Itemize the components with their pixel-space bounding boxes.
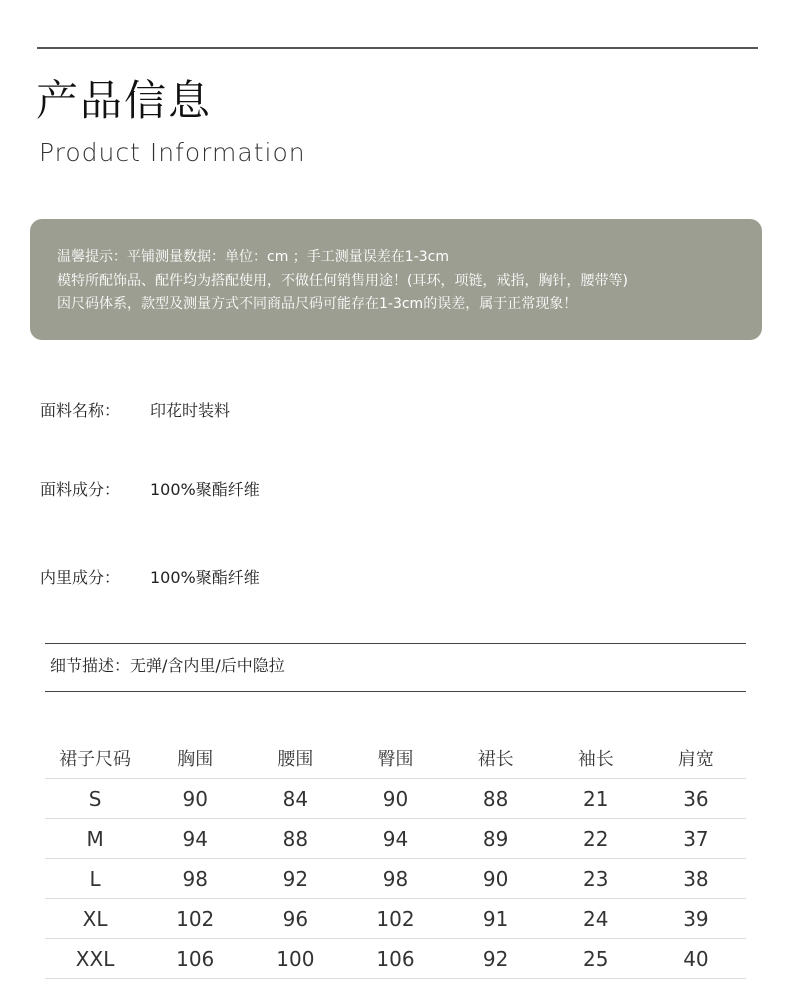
header-waist: 腰围: [245, 738, 345, 779]
detail-bottom-divider: [45, 691, 746, 692]
table-cell: 88: [245, 819, 345, 859]
detail-top-divider: [45, 643, 746, 644]
table-cell: 23: [546, 859, 646, 899]
top-divider: [37, 47, 758, 49]
header-hip: 臀围: [345, 738, 445, 779]
lining-composition-value: 100%聚酯纤维: [150, 568, 260, 587]
notice-line: 因尺码体系，款型及测量方式不同商品尺码可能存在1-3cm的误差，属于正常现象！: [57, 296, 578, 312]
header-skirt-length: 裙长: [446, 738, 546, 779]
table-cell: XL: [45, 899, 145, 939]
header-shoulder-width: 肩宽: [646, 738, 746, 779]
fabric-name-row: [40, 400, 230, 422]
table-cell: 106: [145, 939, 245, 979]
table-cell: 24: [546, 899, 646, 939]
table-row: [45, 779, 746, 819]
table-row: [45, 859, 746, 899]
table-cell: 89: [446, 819, 546, 859]
table-cell: 90: [345, 779, 445, 819]
size-table: [45, 738, 746, 979]
table-cell: 90: [145, 779, 245, 819]
table-cell: 102: [145, 899, 245, 939]
fabric-name-label: 面料名称：: [40, 401, 121, 420]
detail-value: 无弹/含内里/后中隐拉: [130, 656, 285, 675]
table-cell: XXL: [45, 939, 145, 979]
table-cell: 98: [145, 859, 245, 899]
table-cell: 84: [245, 779, 345, 819]
table-cell: M: [45, 819, 145, 859]
table-cell: 36: [646, 779, 746, 819]
table-cell: 22: [546, 819, 646, 859]
header-size: 裙子尺码: [45, 738, 145, 779]
table-cell: 94: [145, 819, 245, 859]
detail-label: 细节描述：: [50, 656, 131, 675]
lining-composition-label: 内里成分：: [40, 568, 121, 587]
page-title: 产品信息: [36, 76, 213, 125]
table-cell: 37: [646, 819, 746, 859]
table-cell: 38: [646, 859, 746, 899]
table-cell: 106: [345, 939, 445, 979]
detail-row: [50, 655, 285, 677]
lining-composition-row: [40, 567, 260, 589]
table-row: [45, 899, 746, 939]
table-row: [45, 819, 746, 859]
table-cell: 40: [646, 939, 746, 979]
table-cell: 91: [446, 899, 546, 939]
size-table-header-row: [45, 738, 746, 779]
table-row: [45, 939, 746, 979]
fabric-name-value: 印花时装料: [150, 401, 231, 420]
page-subtitle: Product Information: [39, 138, 306, 167]
header-sleeve-length: 袖长: [546, 738, 646, 779]
table-cell: 92: [245, 859, 345, 899]
fabric-composition-label: 面料成分：: [40, 480, 121, 499]
table-cell: 96: [245, 899, 345, 939]
table-cell: 92: [446, 939, 546, 979]
notice-line: 模特所配饰品、配件均为搭配使用，不做任何销售用途！(耳环，项链，戒指，胸针，腰带等): [57, 272, 628, 289]
header-bust: 胸围: [145, 738, 245, 779]
table-cell: 88: [446, 779, 546, 819]
table-cell: 21: [546, 779, 646, 819]
table-cell: 94: [345, 819, 445, 859]
table-cell: 100: [245, 939, 345, 979]
notice-line: 温馨提示：平铺测量数据：单位：cm ；手工测量误差在1-3cm: [57, 249, 449, 265]
table-cell: 90: [446, 859, 546, 899]
table-cell: 39: [646, 899, 746, 939]
table-cell: 98: [345, 859, 445, 899]
table-cell: S: [45, 779, 145, 819]
table-cell: 102: [345, 899, 445, 939]
table-cell: 25: [546, 939, 646, 979]
fabric-composition-row: [40, 479, 260, 501]
table-cell: L: [45, 859, 145, 899]
notice-box: [30, 219, 762, 340]
fabric-composition-value: 100%聚酯纤维: [150, 480, 260, 499]
